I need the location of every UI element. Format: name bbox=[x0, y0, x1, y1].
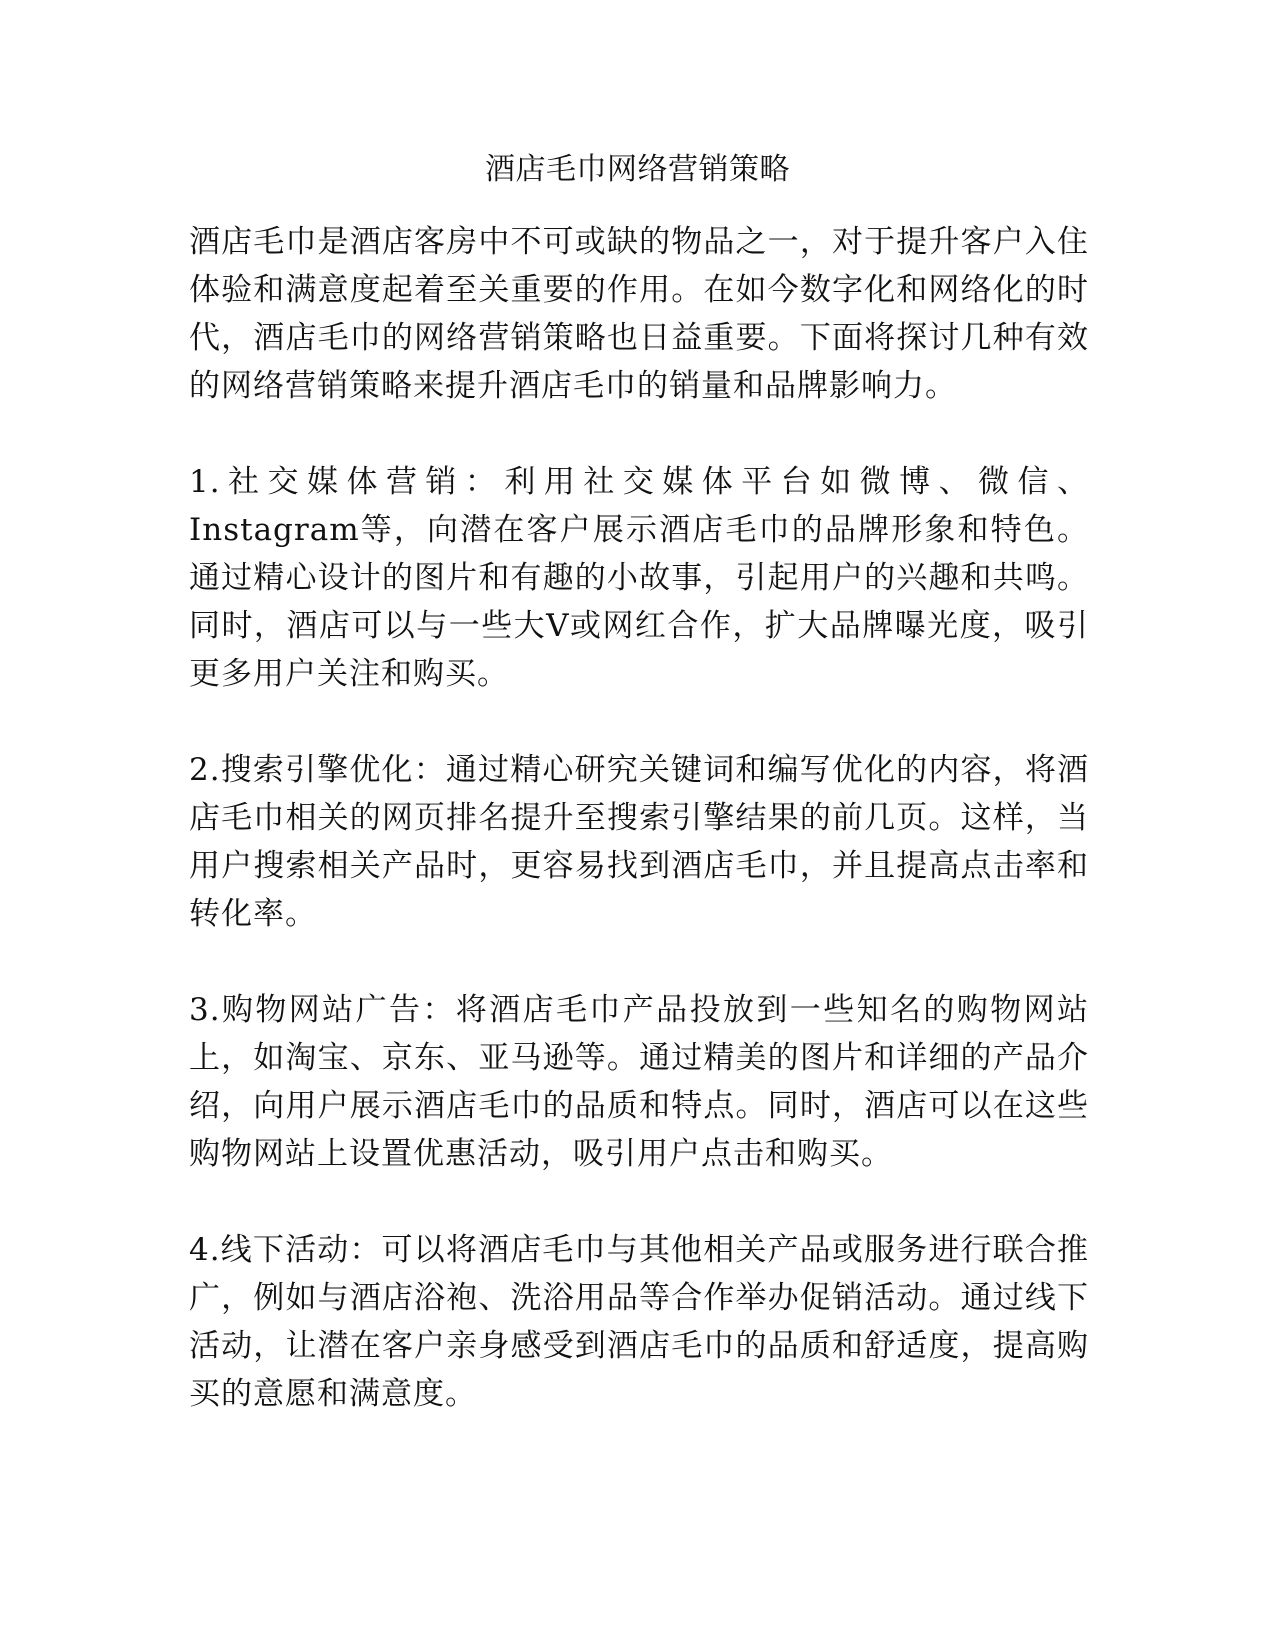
strategy-offline-events-paragraph: 4.线下活动：可以将酒店毛巾与其他相关产品或服务进行联合推广，例如与酒店浴袍、洗浴用品等合作举办促销活动。通过线下活动，让潜在客户亲身感受到酒店毛巾的品质和舒适度，提高购买的意愿和满意度。 bbox=[189, 1232, 1089, 1412]
strategy-shopping-ads-paragraph: 3.购物网站广告：将酒店毛巾产品投放到一些知名的购物网站上，如淘宝、京东、亚马逊等。通过精美的图片和详细的产品介绍，向用户展示酒店毛巾的品质和特点。同时，酒店可以在这些购物网站上设置优惠活动，吸引用户点击和购买。 bbox=[189, 992, 1089, 1172]
intro-paragraph: 酒店毛巾是酒店客房中不可或缺的物品之一，对于提升客户入住体验和满意度起着至关重要的作用。在如今数字化和网络化的时代，酒店毛巾的网络营销策略也日益重要。下面将探讨几种有效的网络营销策略来提升酒店毛巾的销量和品牌影响力。 bbox=[189, 224, 1089, 404]
strategy-social-media-paragraph: 1.社交媒体营销：利用社交媒体平台如微博、微信、Instagram等，向潜在客户展示酒店毛巾的品牌形象和特色。通过精心设计的图片和有趣的小故事，引起用户的兴趣和共鸣。同时，酒店可以与一些大V或网红合作，扩大品牌曝光度，吸引更多用户关注和购买。 bbox=[189, 464, 1089, 692]
strategy-seo-paragraph: 2.搜索引擎优化：通过精心研究关键词和编写优化的内容，将酒店毛巾相关的网页排名提升至搜索引擎结果的前几页。这样，当用户搜索相关产品时，更容易找到酒店毛巾，并且提高点击率和转化率。 bbox=[189, 752, 1089, 932]
document-body bbox=[189, 218, 1089, 1418]
document-title: 酒店毛巾网络营销策略 bbox=[485, 152, 790, 187]
